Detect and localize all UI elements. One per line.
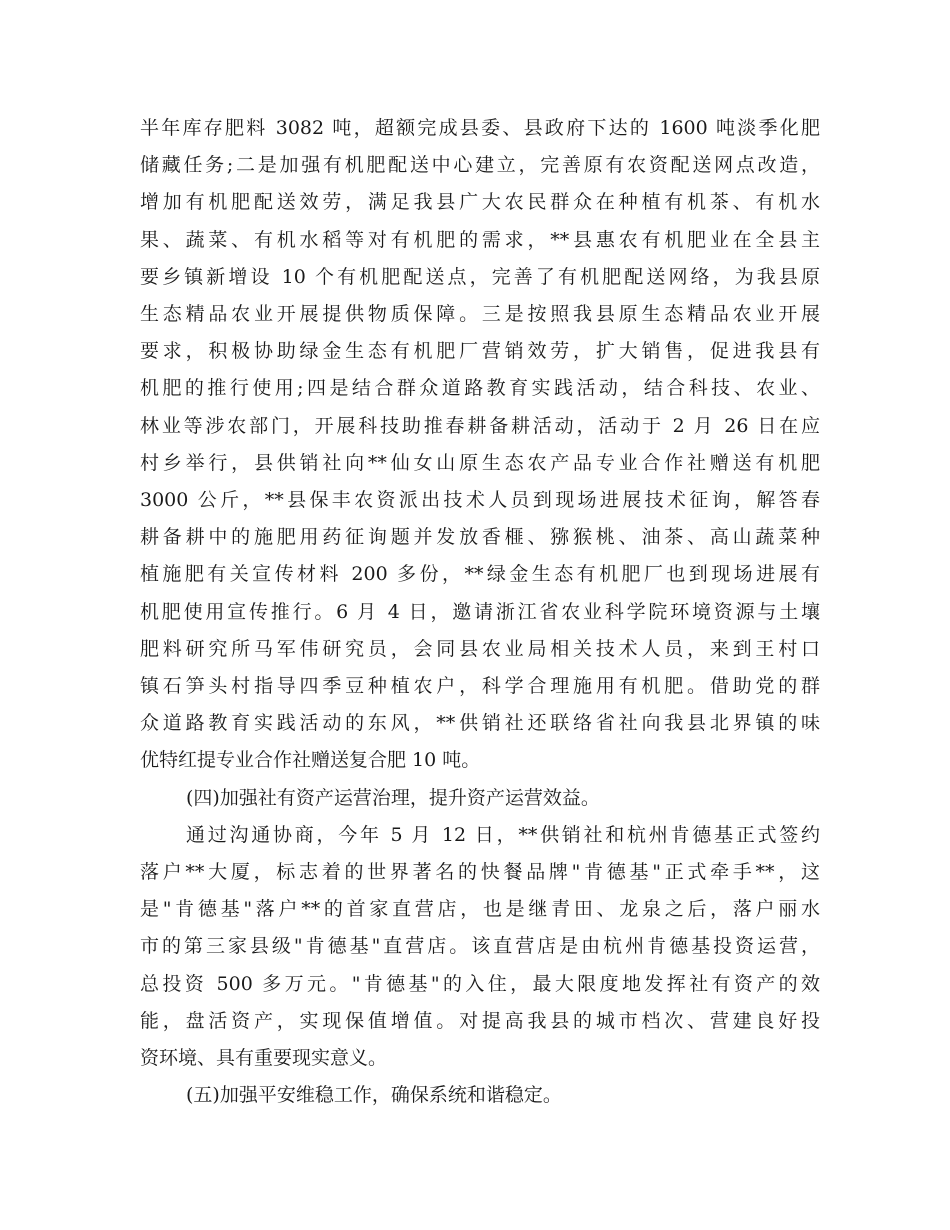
text-line: 生态精品农业开展提供物质保障。三是按照我县原生态精品农业开展 — [140, 303, 820, 326]
text-line: 资环境、具有重要现实意义。 — [140, 1047, 388, 1070]
text-line: 储藏任务;二是加强有机肥配送中心建立，完善原有农资配送网点改造， — [140, 154, 820, 177]
text-line: 是"肯德基"落户**的首家直营店，也是继青田、龙泉之后，落户丽水 — [140, 898, 820, 921]
text-line: 半年库存肥料 3082 吨，超额完成县委、县政府下达的 1600 吨淡季化肥 — [140, 117, 820, 139]
text-line: 3000 公斤，**县保丰农资派出技术人员到现场进展技术征询，解答春 — [140, 489, 820, 512]
text-line: 落户**大厦，标志着的世界著名的快餐品牌"肯德基"正式牵手**，这 — [140, 861, 820, 884]
text-line: 镇石笋头村指导四季豆种植农户，科学合理施用有机肥。借助党的群 — [140, 675, 820, 698]
section-heading-asset-operation — [140, 780, 820, 817]
text-line: 总投资 500 多万元。"肯德基"的入住，最大限度地发挥社有资产的效 — [140, 972, 820, 995]
text-line: 市的第三家县级"肯德基"直营店。该直营店是由杭州肯德基投资运营， — [140, 935, 820, 958]
text-line: 耕备耕中的施肥用药征询题并发放香榧、猕猴桃、油茶、高山蔬菜种 — [140, 526, 820, 549]
text-line: 要求，积极协助绿金生态有机肥厂营销效劳，扩大销售，促进我县有 — [140, 340, 820, 363]
text-line: 通过沟通协商，今年 5 月 12 日，**供销社和杭州肯德基正式签约 — [186, 823, 820, 846]
text-line: 林业等涉农部门，开展科技助推春耕备耕活动，活动于 2 月 26 日在应 — [140, 414, 820, 437]
text-line: 机肥使用宣传推行。6 月 4 日，邀请浙江省农业科学院环境资源与土壤 — [140, 600, 820, 623]
text-line: 要乡镇新增设 10 个有机肥配送点，完善了有机肥配送网络，为我县原 — [140, 265, 820, 288]
section-heading-safety-stability — [140, 1077, 820, 1114]
section-heading: (四)加强社有资产运营治理，提升资产运营效益。 — [186, 786, 600, 809]
text-line: 优特红提专业合作社赠送复合肥 10 吨。 — [140, 749, 481, 772]
text-line: 果、蔬菜、有机水稻等对有机肥的需求，**县惠农有机肥业在全县主 — [140, 228, 820, 251]
text-line: 村乡举行，县供销社向**仙女山原生态农产品专业合作社赠送有机肥 — [140, 451, 820, 474]
text-line: 机肥的推行使用;四是结合群众道路教育实践活动，结合科技、农业、 — [140, 377, 820, 400]
text-line: 增加有机肥配送效劳，满足我县广大农民群众在种植有机茶、有机水 — [140, 191, 820, 214]
paragraph-kfc-settlement — [140, 817, 820, 1077]
text-line: 能，盘活资产，实现保值增值。对提高我县的城市档次、营建良好投 — [140, 1009, 820, 1032]
section-heading: (五)加强平安维稳工作，确保系统和谐稳定。 — [186, 1084, 562, 1107]
paragraph-fertilizer-supply — [140, 110, 820, 780]
document-body — [140, 110, 820, 1114]
text-line: 众道路教育实践活动的东风，**供销社还联络省社向我县北界镇的味 — [140, 712, 820, 735]
text-line: 植施肥有关宣传材料 200 多份，**绿金生态有机肥厂也到现场进展有 — [140, 563, 820, 586]
text-line: 肥料研究所马军伟研究员，会同县农业局相关技术人员，来到王村口 — [140, 637, 820, 660]
